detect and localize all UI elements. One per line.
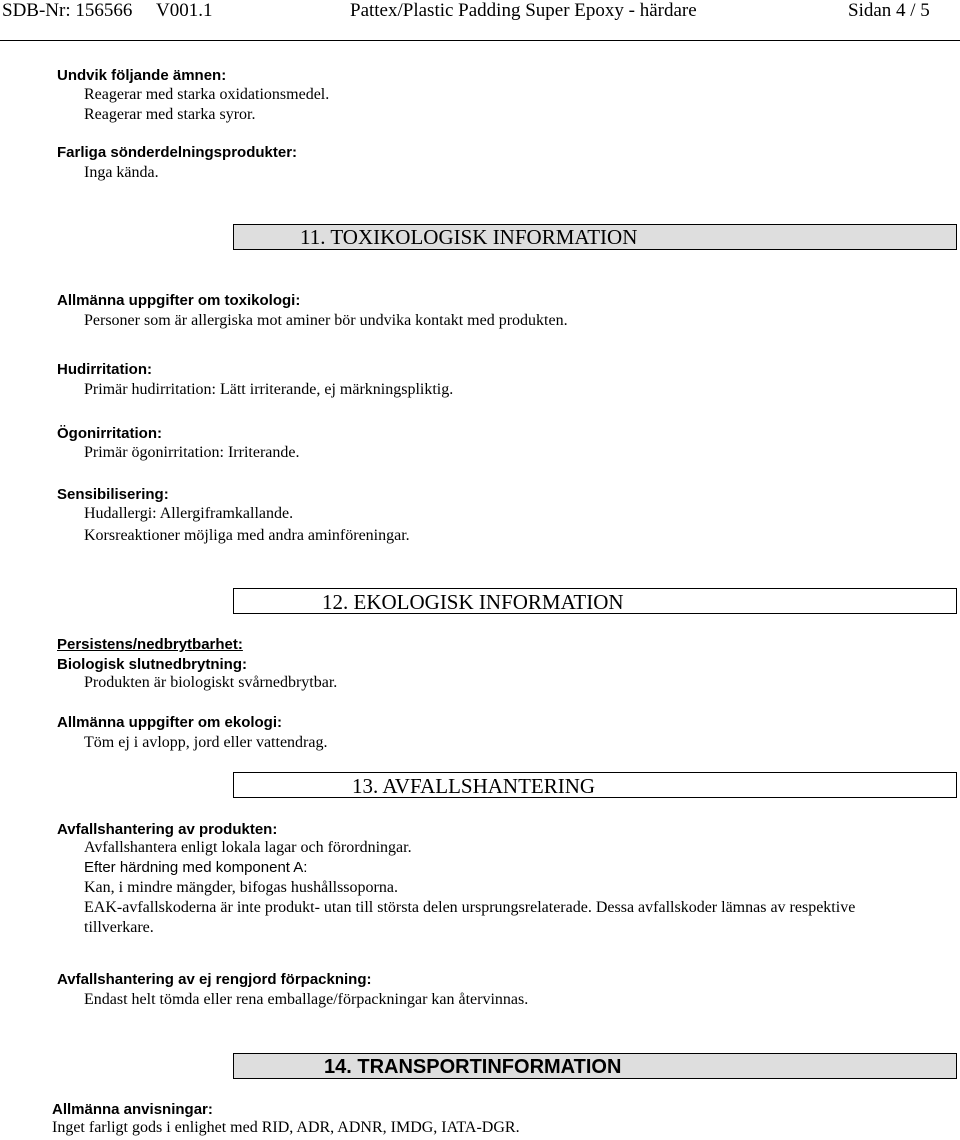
avoid-line: Reagerar med starka syror.: [84, 106, 256, 123]
section-12-title: 12. EKOLOGISK INFORMATION: [322, 590, 624, 614]
decomp-text: Inga kända.: [84, 164, 159, 181]
waste-line: Efter härdning med komponent A:: [84, 859, 308, 876]
eco-text: Töm ej i avlopp, jord eller vattendrag.: [84, 734, 328, 751]
avoid-line: Reagerar med starka oxidationsmedel.: [84, 86, 330, 103]
header-rule: [0, 40, 960, 41]
eco-label: Allmänna uppgifter om ekologi:: [57, 714, 283, 731]
transport-text: Inget farligt gods i enlighet med RID, ADR, ADNR, IMDG, IATA-DGR.: [52, 1119, 520, 1136]
waste-product-label: Avfallshantering av produkten:: [57, 821, 278, 838]
sens-label: Sensibilisering:: [57, 486, 169, 503]
waste-line: Kan, i mindre mängder, bifogas hushållssoporna.: [84, 879, 398, 896]
product-name: Pattex/Plastic Padding Super Epoxy - härdare: [350, 0, 697, 21]
tox-general-label: Allmänna uppgifter om toxikologi:: [57, 292, 301, 309]
waste-line: EAK-avfallskoderna är inte produkt- utan till största delen ursprungsrelaterade. Dessa avfallskoder lämnas av respektive tillverkare.: [84, 899, 856, 936]
bio-text: Produkten är biologiskt svårnedbrytbar.: [84, 674, 338, 691]
section-14-title: 14. TRANSPORTINFORMATION: [324, 1056, 622, 1078]
sens-line: Hudallergi: Allergiframkallande.: [84, 505, 294, 522]
eye-label: Ögonirritation:: [57, 425, 162, 442]
avoid-label: Undvik följande ämnen:: [57, 67, 227, 84]
section-11-title: 11. TOXIKOLOGISK INFORMATION: [300, 225, 638, 249]
version: V001.1: [156, 0, 213, 21]
section-13-title: 13. AVFALLSHANTERING: [352, 774, 596, 798]
transport-label: Allmänna anvisningar:: [52, 1101, 213, 1118]
pack-text: Endast helt tömda eller rena emballage/förpackningar kan återvinnas.: [84, 991, 529, 1008]
persist-label: Persistens/nedbrytbarhet:: [57, 636, 243, 653]
eye-text: Primär ögonirritation: Irriterande.: [84, 444, 300, 461]
page-number: Sidan 4 / 5: [848, 0, 930, 21]
bio-label: Biologisk slutnedbrytning:: [57, 656, 247, 673]
pack-label: Avfallshantering av ej rengjord förpackning:: [57, 971, 372, 988]
sens-line: Korsreaktioner möjliga med andra aminföreningar.: [84, 527, 410, 544]
decomp-label: Farliga sönderdelningsprodukter:: [57, 144, 298, 161]
tox-general-text: Personer som är allergiska mot aminer bör undvika kontakt med produkten.: [84, 312, 568, 329]
skin-label: Hudirritation:: [57, 361, 152, 378]
waste-line: Avfallshantera enligt lokala lagar och förordningar.: [84, 839, 412, 856]
skin-text: Primär hudirritation: Lätt irriterande, ej märkningspliktig.: [84, 381, 454, 398]
sdb-number: SDB-Nr: 156566: [2, 0, 133, 21]
